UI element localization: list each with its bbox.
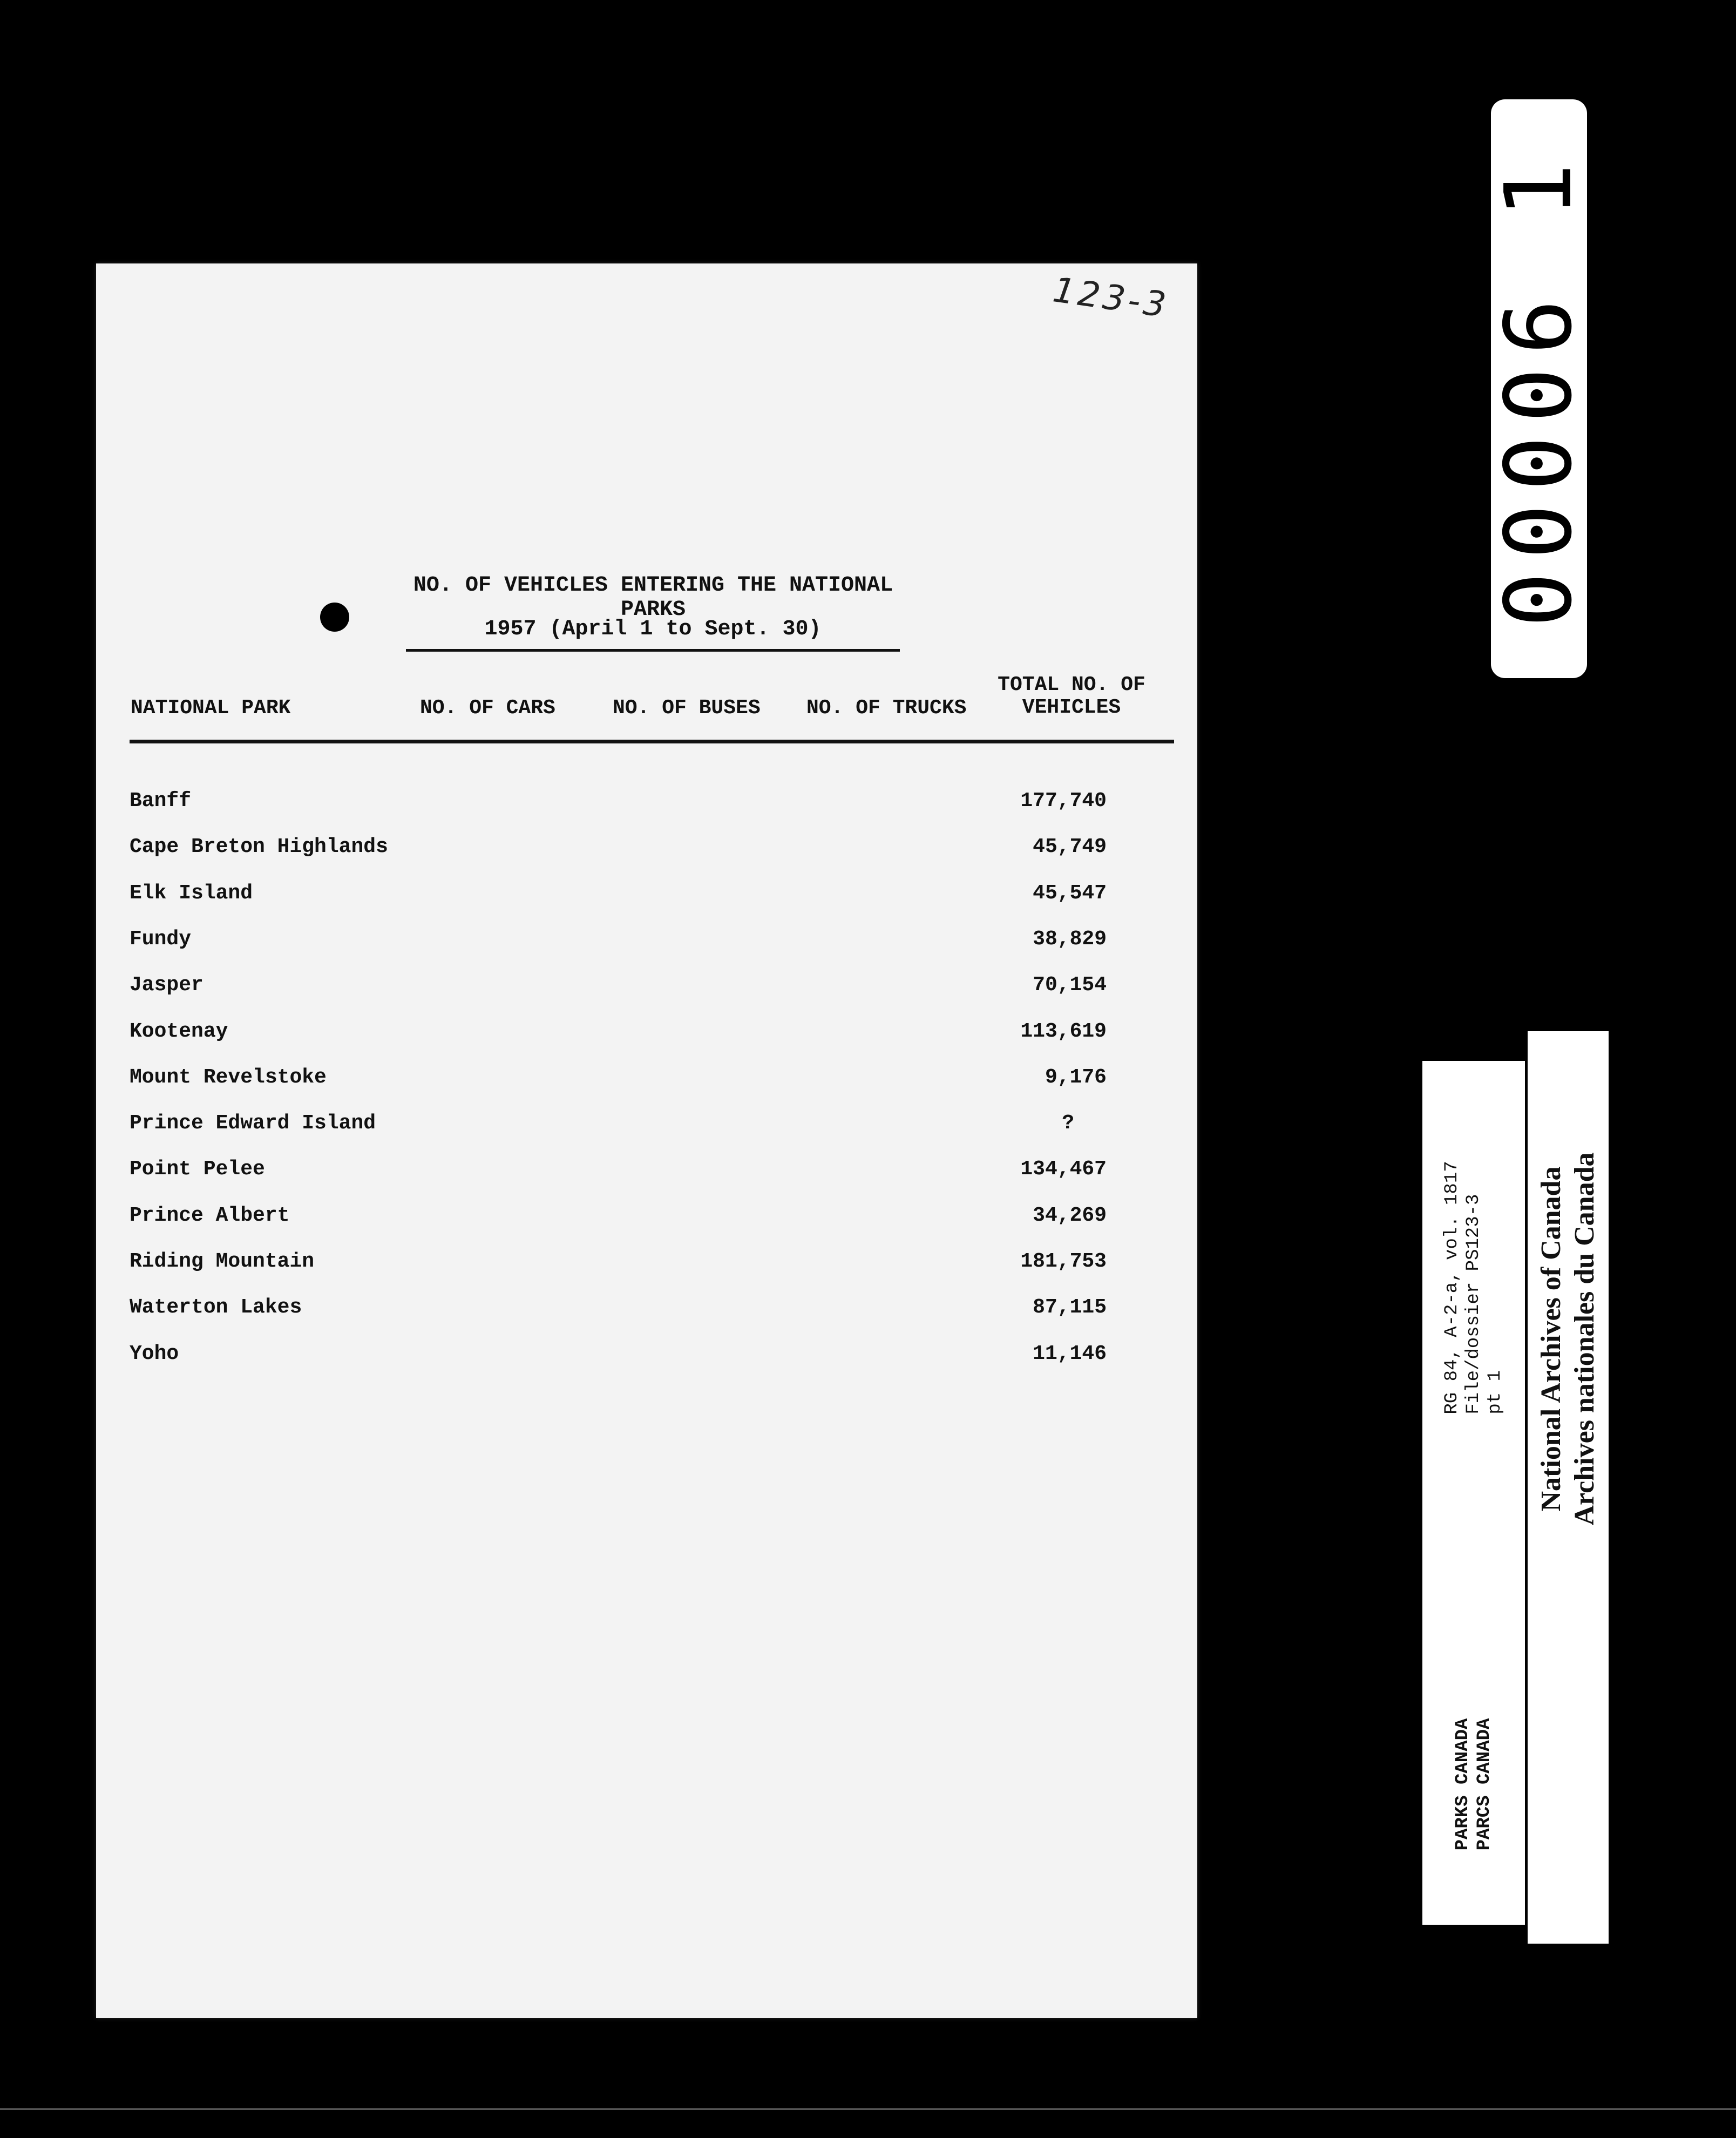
total-vehicles: 45,547	[1033, 882, 1107, 905]
table-row	[130, 1204, 1107, 1236]
total-vehicles: 87,115	[1033, 1296, 1107, 1319]
reference-line: File/dossier PS123-3	[1463, 1194, 1484, 1415]
column-header-cars: NO. OF CARS	[420, 696, 555, 720]
total-vehicles: 45,749	[1033, 835, 1107, 858]
park-name: Point Pelee	[130, 1158, 265, 1181]
reference-line: pt 1	[1485, 1370, 1506, 1415]
document-title: NO. OF VEHICLES ENTERING THE NATIONAL PARKS	[413, 573, 893, 622]
table-row	[130, 789, 1107, 822]
table-row	[130, 973, 1107, 1006]
park-name: Prince Albert	[130, 1204, 290, 1227]
frame-number-strip	[1486, 99, 1592, 678]
department-name	[1452, 1718, 1495, 1851]
table-row	[130, 1112, 1107, 1144]
total-vehicles: ?	[1062, 1112, 1074, 1135]
archive-reference	[1441, 1161, 1506, 1414]
park-name: Prince Edward Island	[130, 1112, 376, 1135]
header-rule	[130, 740, 1174, 743]
film-edge-line	[0, 2108, 1736, 2110]
archives-name-label	[1528, 1031, 1609, 1944]
park-name: Cape Breton Highlands	[130, 835, 388, 858]
handwritten-file-reference: 123-3	[1050, 270, 1172, 326]
total-vehicles: 9,176	[1045, 1066, 1107, 1089]
park-name: Mount Revelstoke	[130, 1066, 327, 1089]
table-row	[130, 1296, 1107, 1328]
table-row	[130, 1342, 1107, 1375]
park-name: Yoho	[130, 1342, 179, 1365]
archives-name-line: National Archives of Canada	[1536, 1166, 1567, 1512]
document-subtitle: 1957 (April 1 to Sept. 30)	[406, 617, 900, 652]
total-vehicles: 181,753	[1020, 1250, 1107, 1273]
column-header-park: NATIONAL PARK	[131, 696, 291, 720]
park-name: Riding Mountain	[130, 1250, 315, 1273]
park-name: Waterton Lakes	[130, 1296, 302, 1319]
table-row	[130, 835, 1107, 868]
column-header-total-line2: VEHICLES	[1022, 696, 1121, 719]
archive-reference-label	[1422, 1061, 1525, 1925]
table-row	[130, 1158, 1107, 1190]
total-vehicles: 177,740	[1020, 789, 1107, 813]
park-name: Fundy	[130, 928, 192, 951]
reference-line: RG 84, A-2-a, vol. 1817	[1442, 1161, 1462, 1415]
park-name: Elk Island	[130, 882, 253, 905]
department-line: PARKS CANADA	[1453, 1718, 1473, 1851]
total-vehicles: 34,269	[1033, 1204, 1107, 1227]
total-vehicles: 134,467	[1020, 1158, 1107, 1181]
table-row	[130, 928, 1107, 960]
total-vehicles: 11,146	[1033, 1342, 1107, 1365]
column-header-trucks: NO. OF TRUCKS	[806, 696, 967, 720]
total-vehicles: 70,154	[1033, 973, 1107, 997]
column-header-buses: NO. OF BUSES	[613, 696, 761, 720]
frame-number: 00006 1	[1486, 150, 1592, 628]
table-row	[130, 882, 1107, 914]
column-header-total-line1: TOTAL NO. OF	[998, 673, 1145, 696]
park-name: Banff	[130, 789, 192, 813]
archives-name	[1535, 1152, 1602, 1525]
table-row	[130, 1250, 1107, 1282]
park-name: Kootenay	[130, 1020, 228, 1043]
total-vehicles: 113,619	[1020, 1020, 1107, 1043]
table-row	[130, 1066, 1107, 1098]
table-row	[130, 1020, 1107, 1052]
punch-hole	[320, 603, 349, 632]
archives-name-line: Archives nationales du Canada	[1569, 1152, 1600, 1526]
department-line: PARCS CANADA	[1474, 1718, 1495, 1851]
total-vehicles: 38,829	[1033, 928, 1107, 951]
column-header-total	[993, 674, 1150, 719]
park-name: Jasper	[130, 973, 204, 997]
